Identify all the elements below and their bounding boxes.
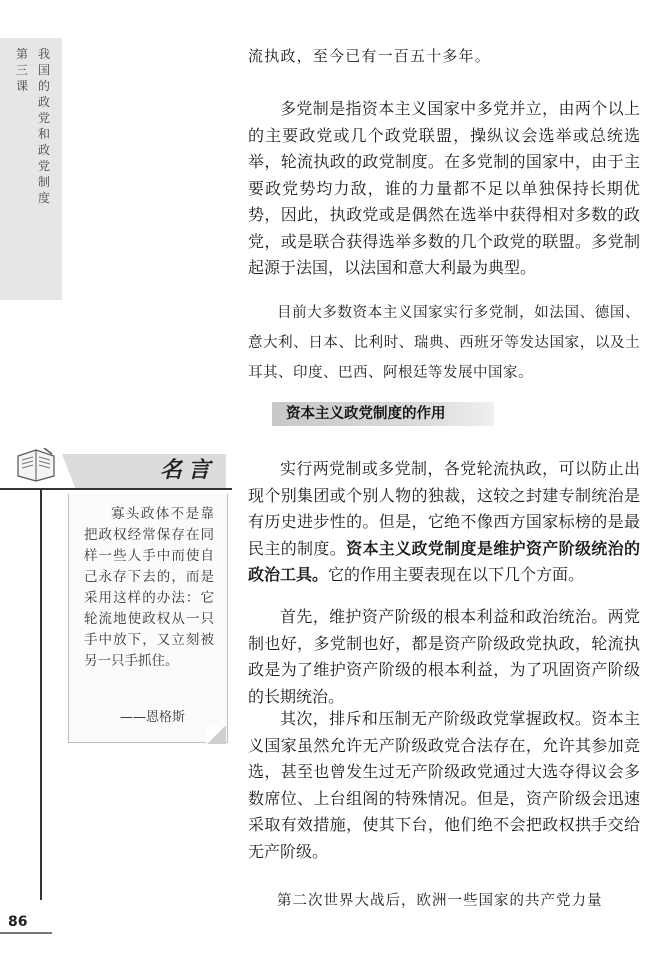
quote-text: 寡头政体不是靠把政权经常保存在同样一些人手中而使自己永存下去的，而是采用这样的办法：它轮流地使政权从一只手中放下，又立刻被另一只手抓住。 (84, 506, 214, 669)
page-number: 86 (8, 914, 28, 930)
section-heading: 资本主义政党制度的作用 (272, 402, 494, 426)
newspaper-icon (14, 448, 58, 482)
note-countries: 目前大多数资本主义国家实行多党制，如法国、德国、意大利、日本、比利时、瑞典、西班牙等发达国家，以及土耳其、印度、巴西、阿根廷等发展中国家。 (248, 305, 640, 381)
side-chapter-title: 我国的政党和政党制度 (37, 47, 50, 205)
paragraph-multiparty: 多党制是指资本主义国家中多党并立，由两个以上的主要政党或几个政党联盟，操纵议会选举或总统选举，轮流执政的政党制度。在多党制的国家中，由于主要政党势均力敌，谁的力量都不足以单独保持长期优势，因此，执政党或是偶然在选举中获得相对多数的政党，或是联合获得选举多数的几个政党的联盟。多党制起源于法国，以法国和意大利最为典型。 (248, 99, 640, 277)
quote-label: 名言 (160, 458, 217, 483)
paragraph-continuation: 流执政，至今已有一百五十多年。 (248, 47, 492, 65)
paragraph-second-role: 其次，排斥和压制无产阶级政党掌握政权。资本主义国家虽然允许无产阶级政党合法存在，允许其参加竞选，甚至也曾发生过无产阶级政党通过大选夺得议会多数席位、上台组阁的特殊情况。但是，资产阶级会迅速采取有效措施，使其下台，他们绝不会把政权拱手交给无产阶级。 (248, 709, 640, 861)
margin-vertical-line (40, 488, 42, 900)
role-intro-text-a: 实行两党制或多党制，各党轮流执政，可以防止出现个别集团或个别人物的独裁，这较之封建专制统治是有历史进步性的。但是，它绝不像西方国家标榜的是最民主的制度。 (248, 459, 640, 558)
side-lesson-label: 第三课 (15, 47, 28, 93)
paragraph-first-role: 首先，维护资产阶级的根本利益和政治统治。两党制也好，多党制也好，都是资产阶级政党执政，轮流执政是为了维护资产阶级的根本利益，为了巩固资产阶级的长期统治。 (248, 607, 640, 706)
paragraph-postwar: 第二次世界大战后，欧洲一些国家的共产党力量 (277, 893, 603, 909)
quote-author: ——恩格斯 (120, 710, 186, 725)
page-curl-decoration (206, 726, 226, 744)
role-intro-text-b: 它的作用主要表现在以下几个方面。 (328, 565, 585, 584)
quote-divider-line (0, 488, 232, 490)
paragraph-role-intro (248, 456, 640, 589)
page-number-rule (0, 932, 52, 934)
chapter-side-tab (0, 38, 62, 300)
role-intro-bold-thesis: 资本主义政党制度是维护资产阶级统治的政治工具。 (248, 538, 640, 584)
